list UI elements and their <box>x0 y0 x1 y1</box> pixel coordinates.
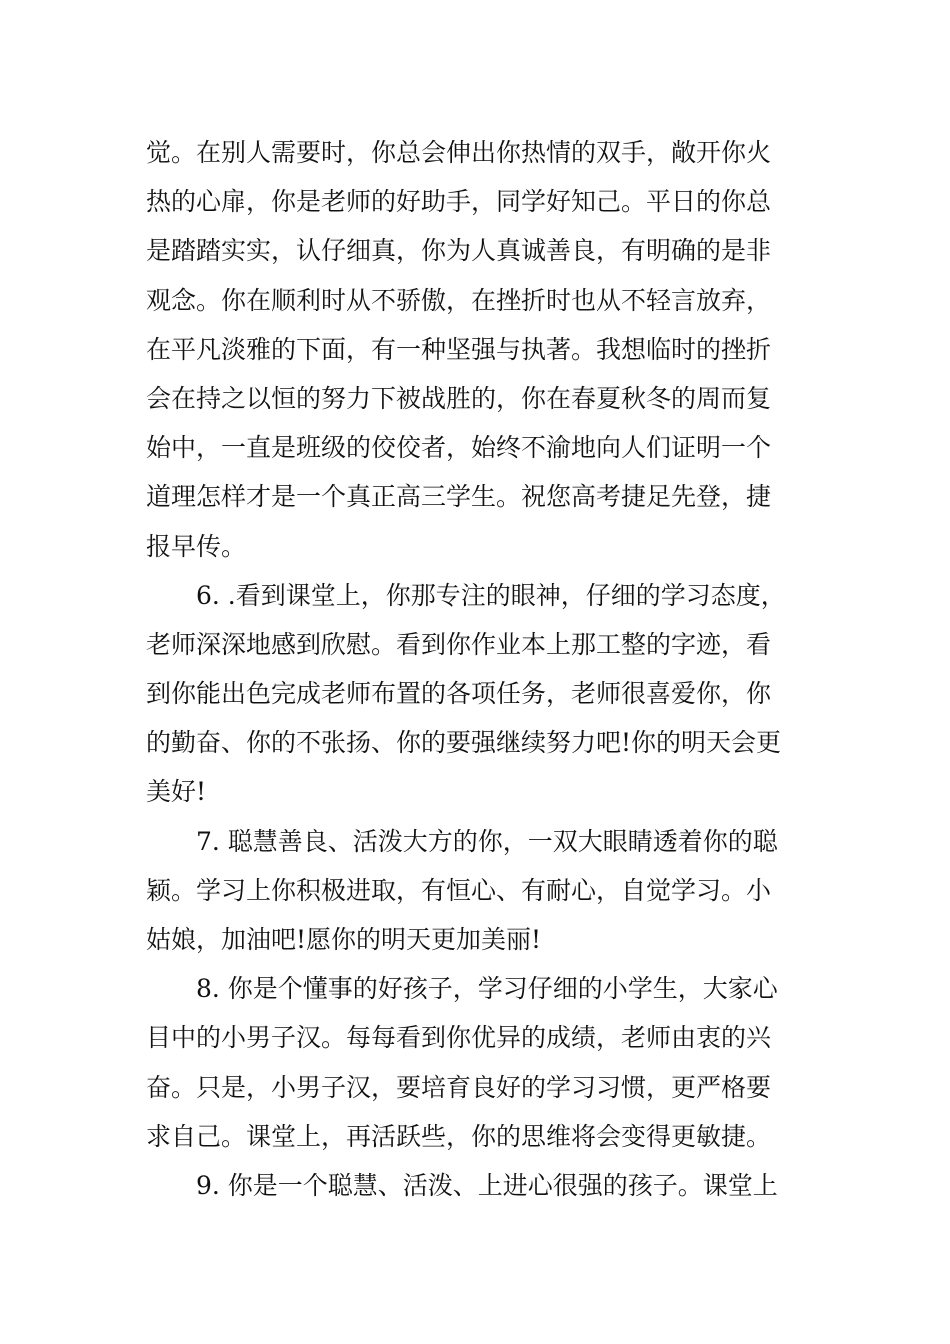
text-line: 目中的小男子汉。每每看到你优异的成绩，老师由衷的兴 <box>146 1023 772 1053</box>
text-line: 观念。你在顺利时从不骄傲，在挫折时也从不轻言放弃， <box>146 285 772 315</box>
text-line: 的勤奋、你的不张扬、你的要强继续努力吧!你的明天会更 <box>146 728 782 758</box>
text-line: 到你能出色完成老师布置的各项任务，老师很喜爱你，你 <box>146 679 772 709</box>
text-line: 颖。学习上你积极进取，有恒心、有耐心，自觉学习。小 <box>146 875 772 905</box>
document-body <box>146 128 810 1210</box>
text-line: 是踏踏实实，认仔细真，你为人真诚善良，有明确的是非 <box>146 236 772 266</box>
text-line: 姑娘，加油吧!愿你的明天更加美丽! <box>146 925 542 954</box>
text-line: 觉。在别人需要时，你总会伸出你热情的双手，敞开你火 <box>146 138 772 167</box>
item-6-first-line: 6. .看到课堂上，你那专注的眼神，仔细的学习态度， <box>196 580 786 610</box>
text-line: 奋。只是，小男子汉，要培育良好的学习习惯，更严格要 <box>146 1072 772 1102</box>
text-line: 会在持之以恒的努力下被战胜的，你在春夏秋冬的周而复 <box>146 383 772 413</box>
text-line: 老师深深地感到欣慰。看到你作业本上那工整的字迹，看 <box>146 629 772 659</box>
item-7-first-line: 7. 聪慧善良、活泼大方的你，一双大眼睛透着你的聪 <box>196 826 778 856</box>
item-9-first-line: 9. 你是一个聪慧、活泼、上进心很强的孩子。课堂上 <box>196 1170 778 1200</box>
text-line: 道理怎样才是一个真正高三学生。祝您高考捷足先登，捷 <box>146 482 772 512</box>
item-8-first-line: 8. 你是个懂事的好孩子，学习仔细的小学生，大家心 <box>196 974 778 1004</box>
text-line: 求自己。课堂上，再活跃些，你的思维将会变得更敏捷。 <box>146 1121 772 1151</box>
text-line: 美好! <box>146 777 207 807</box>
text-line: 始中，一直是班级的佼佼者，始终不渝地向人们证明一个 <box>146 433 772 463</box>
text-line: 热的心扉，你是老师的好助手，同学好知己。平日的你总 <box>146 187 772 217</box>
text-line: 在平凡淡雅的下面，有一种坚强与执著。我想临时的挫折 <box>146 334 772 364</box>
text-line: 报早传。 <box>146 531 247 561</box>
